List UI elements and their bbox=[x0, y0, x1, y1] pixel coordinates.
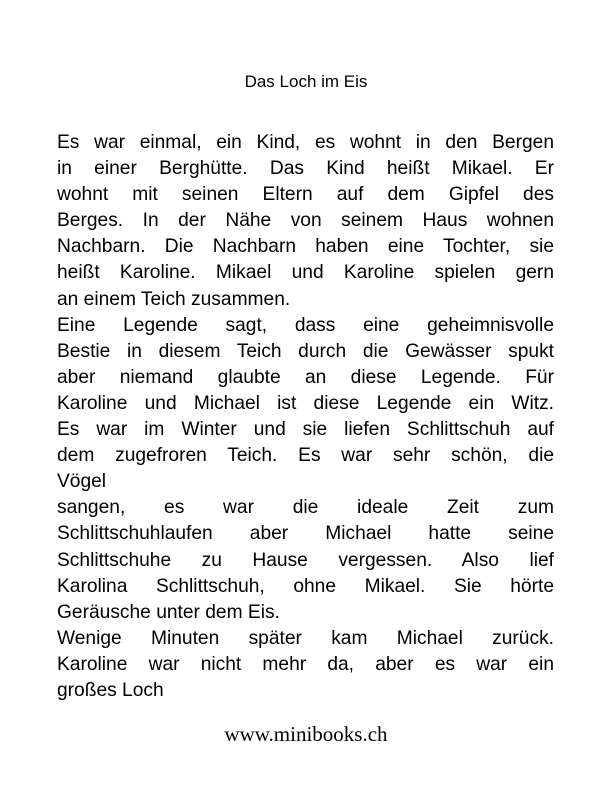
text-line: Wenige Minuten später kam Michael zurück. bbox=[57, 627, 554, 649]
footer-url[interactable]: www.minibooks.ch bbox=[224, 722, 388, 746]
text-line: heißt Karoline. Mikael und Karoline spielen gern bbox=[57, 262, 554, 284]
text-line: Karoline und Michael ist diese Legende ein Witz. bbox=[57, 392, 554, 414]
text-line: Vögel bbox=[57, 471, 107, 493]
text-line: aber niemand glaubte an diese Legende. Für bbox=[57, 366, 554, 388]
text-line: Es war im Winter und sie liefen Schlittschuh auf bbox=[57, 419, 554, 441]
text-line: Nachbarn. Die Nachbarn haben eine Tochter, sie bbox=[57, 236, 554, 258]
text-line: wohnt mit seinen Eltern auf dem Gipfel des bbox=[57, 184, 554, 206]
text-line: Eine Legende sagt, dass eine geheimnisvolle bbox=[57, 314, 554, 336]
page-title: Das Loch im Eis bbox=[244, 72, 368, 91]
text-line: an einem Teich zusammen. bbox=[57, 288, 291, 310]
text-line: Es war einmal, ein Kind, es wohnt in den Bergen bbox=[57, 132, 554, 153]
text-line: Karoline war nicht mehr da, aber es war ein bbox=[57, 653, 554, 675]
story-body bbox=[57, 130, 554, 704]
text-line: sangen, es war die ideale Zeit zum bbox=[57, 497, 554, 519]
text-line: Karolina Schlittschuh, ohne Mikael. Sie hörte bbox=[57, 575, 554, 597]
text-line: Schlittschuhe zu Hause vergessen. Also lief bbox=[57, 549, 554, 571]
text-line: Bestie in diesem Teich durch die Gewässer spukt bbox=[57, 340, 554, 362]
text-line: dem zugefroren Teich. Es war sehr schön, die bbox=[57, 445, 554, 467]
text-line: in einer Berghütte. Das Kind heißt Mikael. Er bbox=[57, 158, 554, 180]
text-line: großes Loch bbox=[57, 679, 164, 701]
text-line: Geräusche unter dem Eis. bbox=[57, 601, 280, 623]
text-line: Berges. In der Nähe von seinem Haus wohnen bbox=[57, 210, 554, 232]
text-line: Schlittschuhlaufen aber Michael hatte seine bbox=[57, 523, 554, 545]
